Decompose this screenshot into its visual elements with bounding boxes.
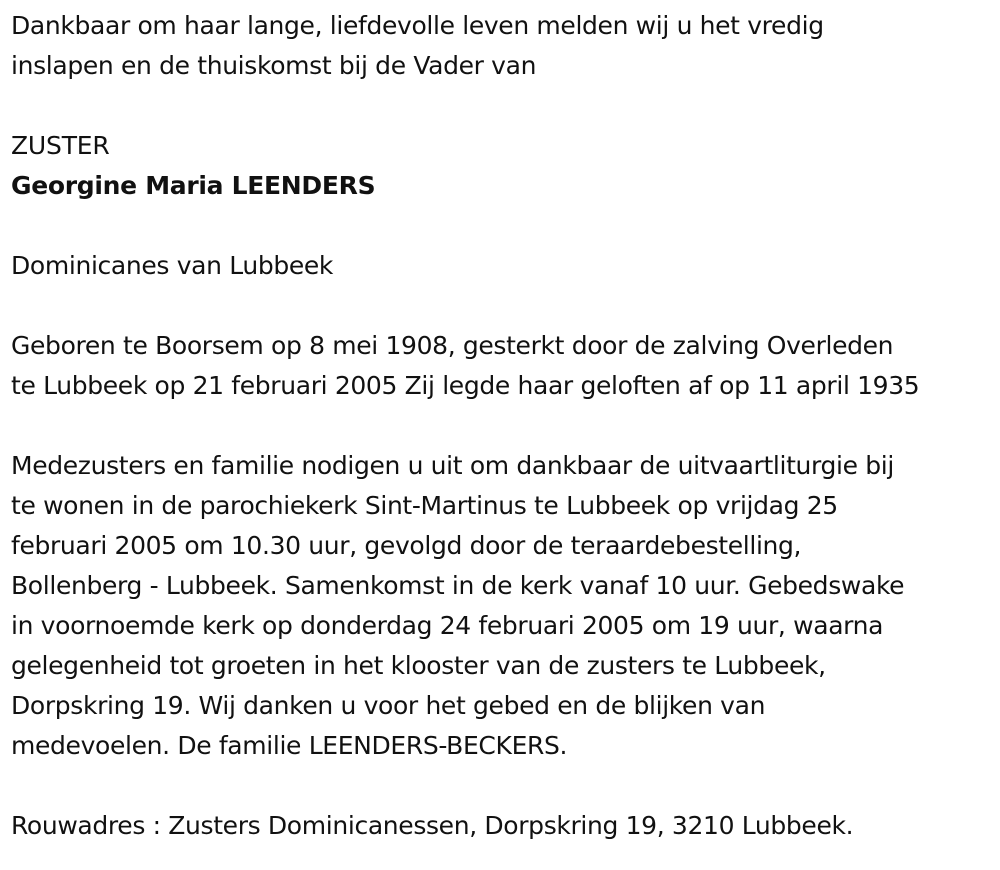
life-line-2: te Lubbeek op 21 februari 2005 Zij legde haar geloften af op 11 april 1935 — [11, 371, 920, 400]
invitation-line: Bollenberg - Lubbeek. Samenkomst in de kerk vanaf 10 uur. Gebedswake — [11, 571, 905, 600]
spacer — [11, 766, 990, 806]
spacer — [11, 86, 990, 126]
deceased-name: Georgine Maria LEENDERS — [11, 171, 376, 200]
deceased-title: ZUSTER — [11, 131, 110, 160]
mourning-address: Rouwadres : Zusters Dominicanessen, Dorpskring 19, 3210 Lubbeek. — [11, 811, 854, 840]
invitation-line: te wonen in de parochiekerk Sint-Martinus te Lubbeek op vrijdag 25 — [11, 491, 838, 520]
spacer — [11, 286, 990, 326]
congregation: Dominicanes van Lubbeek — [11, 251, 334, 280]
spacer — [11, 406, 990, 446]
invitation-line: medevoelen. De familie LEENDERS-BECKERS. — [11, 731, 568, 760]
invitation-line: Medezusters en familie nodigen u uit om dankbaar de uitvaartliturgie bij — [11, 451, 894, 480]
invitation-line: in voornoemde kerk op donderdag 24 februari 2005 om 19 uur, waarna — [11, 611, 884, 640]
invitation-paragraph — [11, 446, 990, 766]
invitation-line: februari 2005 om 10.30 uur, gevolgd door de teraardebestelling, — [11, 531, 802, 560]
invitation-line: Dorpskring 19. Wij danken u voor het gebed en de blijken van — [11, 691, 766, 720]
intro-line-1: Dankbaar om haar lange, liefdevolle leven melden wij u het vredig — [11, 11, 824, 40]
spacer — [11, 206, 990, 246]
intro-line-2: inslapen en de thuiskomst bij de Vader van — [11, 51, 537, 80]
invitation-line: gelegenheid tot groeten in het klooster van de zusters te Lubbeek, — [11, 651, 826, 680]
life-line-1: Geboren te Boorsem op 8 mei 1908, gesterkt door de zalving Overleden — [11, 331, 894, 360]
